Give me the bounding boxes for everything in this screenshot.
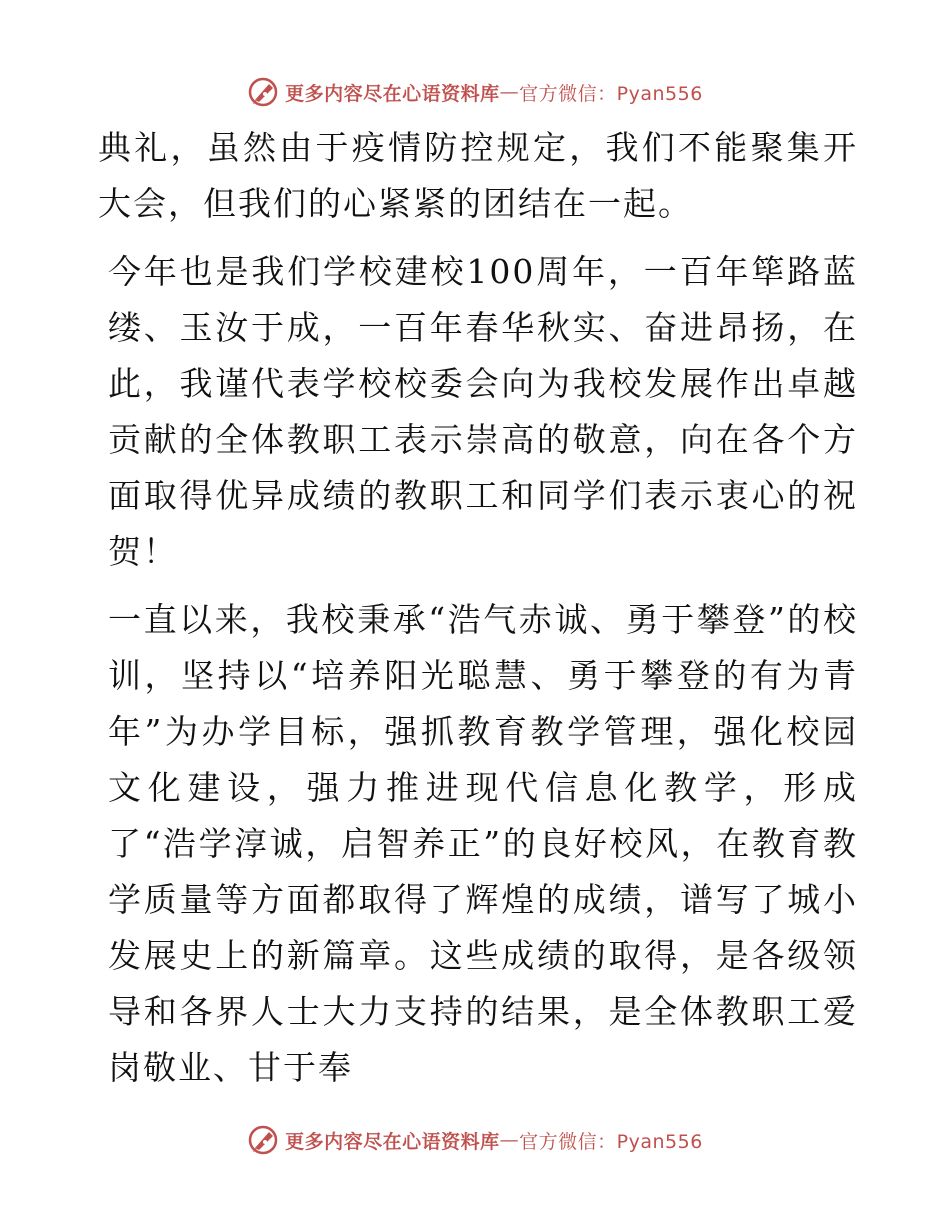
footer-dash: — xyxy=(499,1129,520,1151)
document-body xyxy=(98,120,858,1108)
footer-promo-text: 更多内容尽在心语资料库 xyxy=(285,1130,500,1153)
pen-logo-icon xyxy=(247,76,279,108)
footer-wechat-text: 官方微信：Pyan556 xyxy=(519,1130,703,1153)
paragraph-2: 今年也是我们学校建校100周年，一百年筚路蓝缕、玉汝于成，一百年春华秋实、奋进昂扬，在此，我谨代表学校校委会向为我校发展作出卓越贡献的全体教职工表示崇高的敬意，向在各个方面取得优异成绩的教职工和同学们表示衷心的祝贺！ xyxy=(108,252,858,571)
header-promo-text: 更多内容尽在心语资料库 xyxy=(285,82,500,105)
paragraph-3: 一直以来，我校秉承“浩气赤诚、勇于攀登”的校训，坚持以“培养阳光聪慧、勇于攀登的有为青年”为办学目标，强抓教育教学管理，强化校园文化建设，强力推进现代信息化教学，形成了“浩学淳诚，启智养正”的良好校风，在教育教学质量等方面都取得了辉煌的成绩，谱写了城小发展史上的新篇章。这些成绩的取得，是各级领导和各界人士大力支持的结果，是全体教职工爱岗敬业、甘于奉 xyxy=(108,600,858,1087)
pen-logo-icon xyxy=(247,1124,279,1156)
footer-watermark xyxy=(0,1120,950,1160)
header-dash: — xyxy=(499,81,520,103)
paragraph-1: 典礼，虽然由于疫情防控规定，我们不能聚集开大会，但我们的心紧紧的团结在一起。 xyxy=(98,128,858,223)
header-wechat-text: 官方微信：Pyan556 xyxy=(519,82,703,105)
header-watermark xyxy=(0,72,950,112)
